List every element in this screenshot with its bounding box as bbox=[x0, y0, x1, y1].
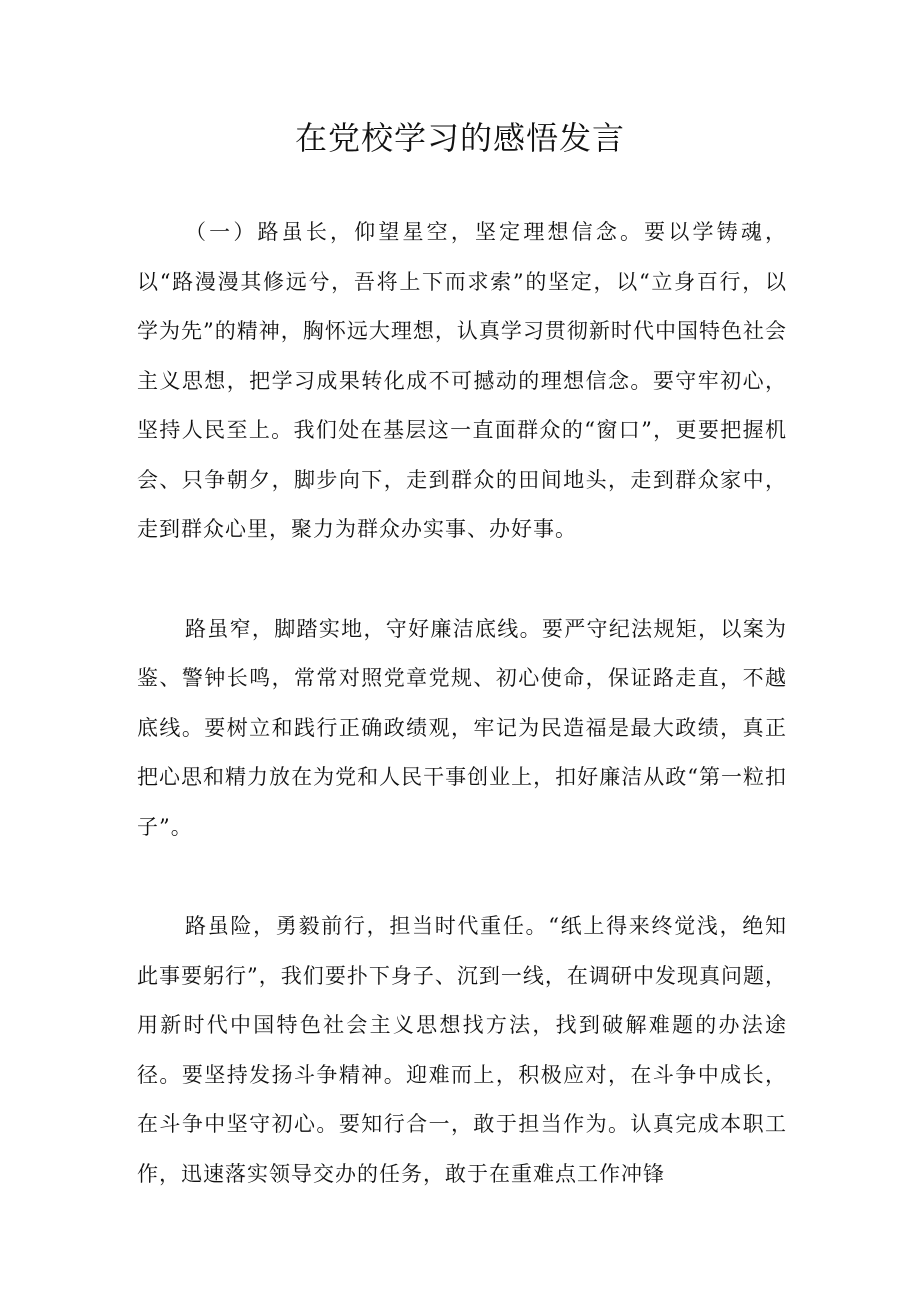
document-title: 在党校学习的感悟发言 bbox=[294, 119, 625, 157]
paragraph-2: 路虽窄，脚踏实地，守好廉洁底线。要严守纪法规矩，以案为鉴、警钟长鸣，常常对照党章党规、初心使命，保证路走直，不越底线。要树立和践行正确政绩观，牢记为民造福是最大政绩，真正把心思和精力放在为党和人民干事创业上，扣好廉洁从政“第一粒扣子”。 bbox=[137, 616, 787, 839]
paragraph-gap bbox=[137, 852, 787, 902]
document-body bbox=[137, 208, 787, 1199]
paragraph-3: 路虽险，勇毅前行，担当时代重任。“纸上得来终觉浅，绝知此事要躬行”，我们要扑下身子、沉到一线，在调研中发现真问题，用新时代中国特色社会主义思想找方法，找到破解难题的办法途径。要坚持发扬斗争精神。迎难而上，积极应对，在斗争中成长，在斗争中坚守初心。要知行合一，敢于担当作为。认真完成本职工作，迅速落实领导交办的任务，敢于在重难点工作冲锋 bbox=[137, 914, 787, 1186]
paragraph-1: （一）路虽长，仰望星空，坚定理想信念。要以学铸魂，以“路漫漫其修远兮，吾将上下而求索”的坚定，以“立身百行，以学为先”的精神，胸怀远大理想，认真学习贯彻新时代中国特色社会主义思想，把学习成果转化成不可撼动的理想信念。要守牢初心，坚持人民至上。我们处在基层这一直面群众的“窗口”，更要把握机会、只争朝夕，脚步向下，走到群众的田间地头，走到群众家中，走到群众心里，聚力为群众办实事、办好事。 bbox=[137, 220, 787, 541]
paragraph-gap bbox=[137, 555, 787, 605]
